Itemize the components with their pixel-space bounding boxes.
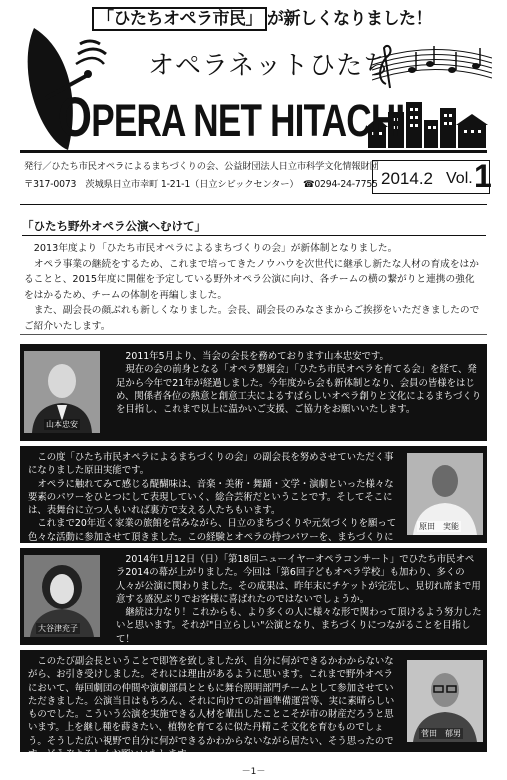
newsletter-title-en <box>58 84 404 149</box>
portrait-caption: 山本忠安 <box>46 420 78 429</box>
title-en-initial: O <box>58 85 92 148</box>
portrait-photo <box>24 555 100 637</box>
message-paragraph: この度「ひたち市民オペラによるまちづくりの会」の副会長を努めさせていただく事になりました原田実能です。 <box>28 452 394 477</box>
banner-boxed-text: 「ひたちオペラ市民」 <box>92 7 267 31</box>
address: 〒317-0073 茨城県日立市幸町 1-21-1（日立シビックセンター） <box>24 179 294 190</box>
portrait-photo <box>407 453 483 535</box>
issue-vol-number: 1 <box>474 158 492 194</box>
section-divider <box>20 334 487 335</box>
header-rule <box>20 150 487 153</box>
banner-text: が新しくなりました！ <box>267 9 432 29</box>
message-panel-oyatsu <box>20 548 487 645</box>
page-number: －1－ <box>241 767 266 777</box>
portrait-caption: 菅田 郁男 <box>421 729 461 738</box>
publisher-line: 発行／ひたち市民オペラによるまちづくりの会、公益財団法人日立市科学文化情報財団 <box>24 161 379 172</box>
header-bottom-rule <box>20 204 487 205</box>
issue-date: 2014.2 <box>381 169 433 188</box>
message-paragraph: このたび副会長ということで即答を致しましたが、自分に何ができるかわからないながら、お引き受けしました。それには理由があるように思います。これまで野外オペラにおいて、毎回劇団の仲間や演劇部員とともに舞台照明部門チームとして参加させていただきました。公演当日はもちろん、それに向けての計画準備運営等、実に素晴らしいものでした。こういう公演を実施できる人材を輩出したことこそが市の財産だろうと思います。上を継し種を蒔きたい、植物を育てるに似た丹精こそ文化を育むものでしょう。そうした広い視野で自分に何ができるかわからないながら居たい、そう思ったのです。どうぞよろしくお願いいたします。 <box>28 656 395 761</box>
message-paragraph: 現在の会の前身となる「オペラ懇親会」「ひたち市民オペラを育てる会」を経て、発足から今年で21年が経過しました。今年度から会も新体制となり、会員の皆様をはじめ、関係者各位の熱意と創意工夫によるすばらしいオペラ創りと文化によるまちづくりを目指し、これまで以上に温かいご支援、ご協力をお願いいたします。 <box>116 364 482 416</box>
section-title: 「ひたち野外オペラ公演へむけて」 <box>22 219 206 233</box>
message-paragraph: オペラに触れてみて感じる醍醐味は、音楽・美術・舞踊・文学・演劇といった様々な要素のパワーをひとつにして表現していく、総合芸術だということです。そしてそこには、表舞台に立つ人もいれば裏方で支える人たちもいます。 <box>28 478 394 517</box>
message-text <box>28 655 398 761</box>
portrait-caption: 大谷津充子 <box>38 624 78 633</box>
section-heading <box>22 221 486 236</box>
title-en-rest: PERA NET HITACHI <box>91 95 405 146</box>
portrait-photo <box>24 351 100 433</box>
message-panel-sugata <box>20 650 487 761</box>
message-text <box>116 350 482 416</box>
intro-text <box>24 241 484 334</box>
message-paragraph: 2011年5月より、当会の会長を務めております山本忠安です。 <box>125 351 389 362</box>
address-line <box>24 176 378 190</box>
message-panel-yamamoto <box>20 344 487 441</box>
portrait-caption: 原田 実能 <box>419 522 459 531</box>
message-paragraph: 継続は力なり！これからも、より多くの人に様々な形で関わって頂けるよう努力したいと思います。それが"日立らしい"公演となり、まちづくりにつながることを目指して！ <box>116 607 482 645</box>
portrait-photo <box>407 660 483 742</box>
headline-banner <box>92 4 432 29</box>
phone: ☎0294-24-7755 <box>302 179 378 190</box>
intro-paragraph: オペラ事業の継続をするため、これまで培ってきたノウハウを次世代に継承し新たな人材の育成をはかることと、2015年度に開催を予定している野外オペラ公演に向け、各チームの横の繋がりと連携の強化をはかるため、チームの体制を再編しました。 <box>24 258 479 301</box>
message-text <box>116 553 482 646</box>
intro-paragraph: 2013年度より「ひたち市民オペラによるまちづくりの会」が新体制となりました。 <box>33 243 398 254</box>
issue-box <box>372 160 490 194</box>
newsletter-title-jp: オペラネットひたち <box>148 51 391 81</box>
message-paragraph: 2014年1月12日（日）「第18回ニューイヤーオペラコンサート」でひたち市民オペラ2014の幕が上がりました。今回は「第6回子どもオペラ学校」も加わり、多くの人々が公演に関わりました。その成果は、昨年末にチケットが完売し、見切れ席まで用意する盛況ぶりでお客様に喜ばれたのではないでしょうか。 <box>116 554 481 605</box>
intro-paragraph: また、副会長の顔ぶれも新しくなりました。会長、副会長のみなさまからご挨拶をいただきましたのでご紹介いたします。 <box>24 305 480 332</box>
message-paragraph: これまで20年近く家業の旅館を営みながら、日立のまちづくりや元気づくりを願って色々な活動に参加させて頂きました。この経験とオペラの持つパワーを、まちづくりに <box>28 518 397 543</box>
message-panel-harada <box>20 446 487 543</box>
issue-vol-label: Vol. <box>446 170 473 187</box>
